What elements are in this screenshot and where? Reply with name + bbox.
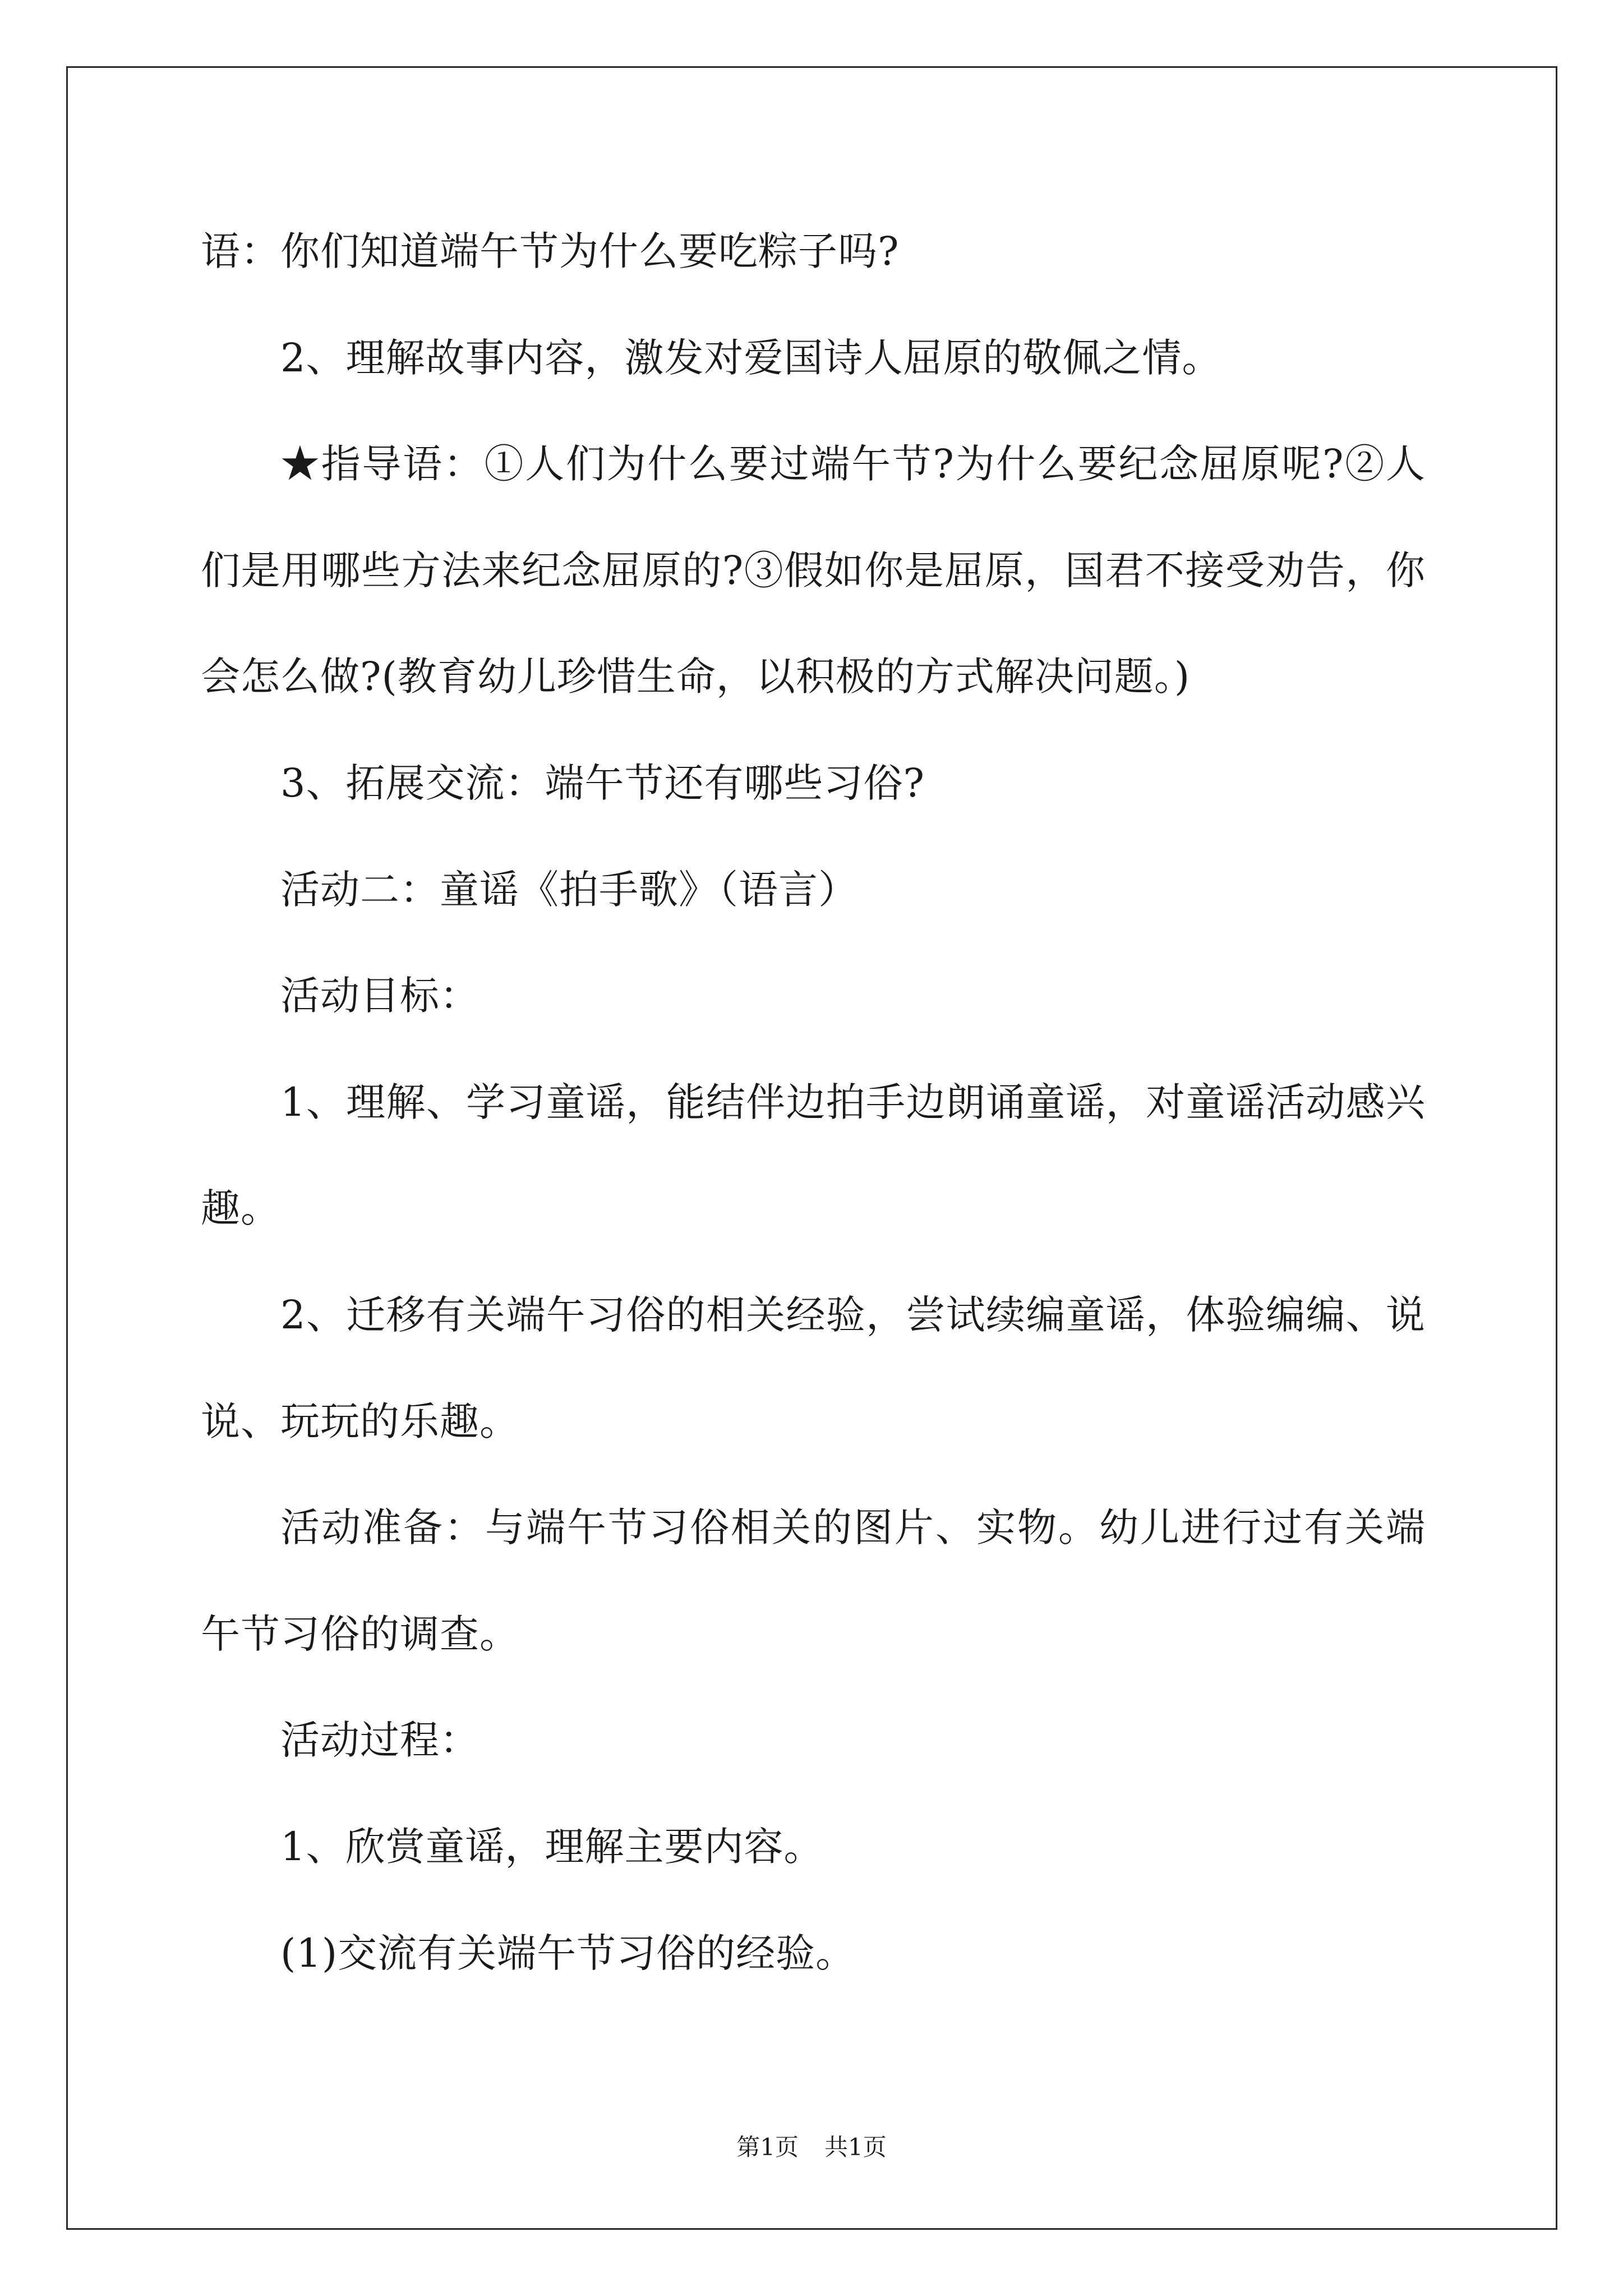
paragraph-line: ★指导语：①人们为什么要过端午节?为什么要纪念屈原呢?②人: [280, 441, 1426, 487]
paragraph-line: 们是用哪些方法来纪念屈原的?③假如你是屈原，国君不接受劝告，你: [201, 547, 1426, 593]
paragraph-line: 活动目标：: [280, 973, 479, 1019]
paragraph-line: 1、欣赏童谣，理解主要内容。: [280, 1823, 824, 1870]
paragraph-line: 午节习俗的调查。: [201, 1611, 519, 1657]
paragraph: [201, 1262, 1426, 1475]
paragraph-line: 2、理解故事内容，激发对爱国诗人屈原的敬佩之情。: [280, 334, 1222, 381]
paragraph: [201, 1475, 1426, 1687]
section-heading: [201, 943, 1426, 1050]
paragraph-line: 1、理解、学习童谣，能结伴边拍手边朗诵童谣，对童谣活动感兴: [280, 1079, 1426, 1125]
paragraph: [201, 1794, 1426, 1901]
current-page-label: 第1页: [736, 2133, 799, 2161]
paragraph: [201, 199, 1426, 305]
paragraph-line: 活动过程：: [280, 1717, 479, 1764]
paragraph: [201, 305, 1426, 412]
paragraph-line: 说、玩玩的乐趣。: [201, 1398, 519, 1444]
paragraph-line: 活动二：童谣《拍手歌》（语言）: [280, 866, 858, 913]
paragraph-line: 2、迁移有关端午习俗的相关经验，尝试续编童谣，体验编编、说: [280, 1291, 1426, 1338]
page-footer: [0, 2132, 1623, 2163]
paragraph-line: 会怎么做?(教育幼儿珍惜生命，以积极的方式解决问题。): [201, 654, 1191, 700]
paragraph: [201, 411, 1426, 730]
paragraph-line: (1)交流有关端午节习俗的经验。: [280, 1930, 856, 1976]
paragraph-line: 语：你们知道端午节为什么要吃粽子吗?: [201, 228, 900, 274]
section-heading: [201, 1687, 1426, 1794]
paragraph-line: 3、拓展交流：端午节还有哪些习俗?: [280, 760, 925, 806]
paragraph: [201, 1050, 1426, 1262]
paragraph-line: 趣。: [201, 1185, 280, 1232]
total-pages-label: 共1页: [824, 2133, 887, 2161]
paragraph-line: 活动准备：与端午节习俗相关的图片、实物。幼儿进行过有关端: [280, 1504, 1426, 1551]
document-body: [201, 199, 1426, 2007]
section-heading: [201, 837, 1426, 944]
paragraph: [201, 1901, 1426, 2007]
paragraph: [201, 730, 1426, 837]
